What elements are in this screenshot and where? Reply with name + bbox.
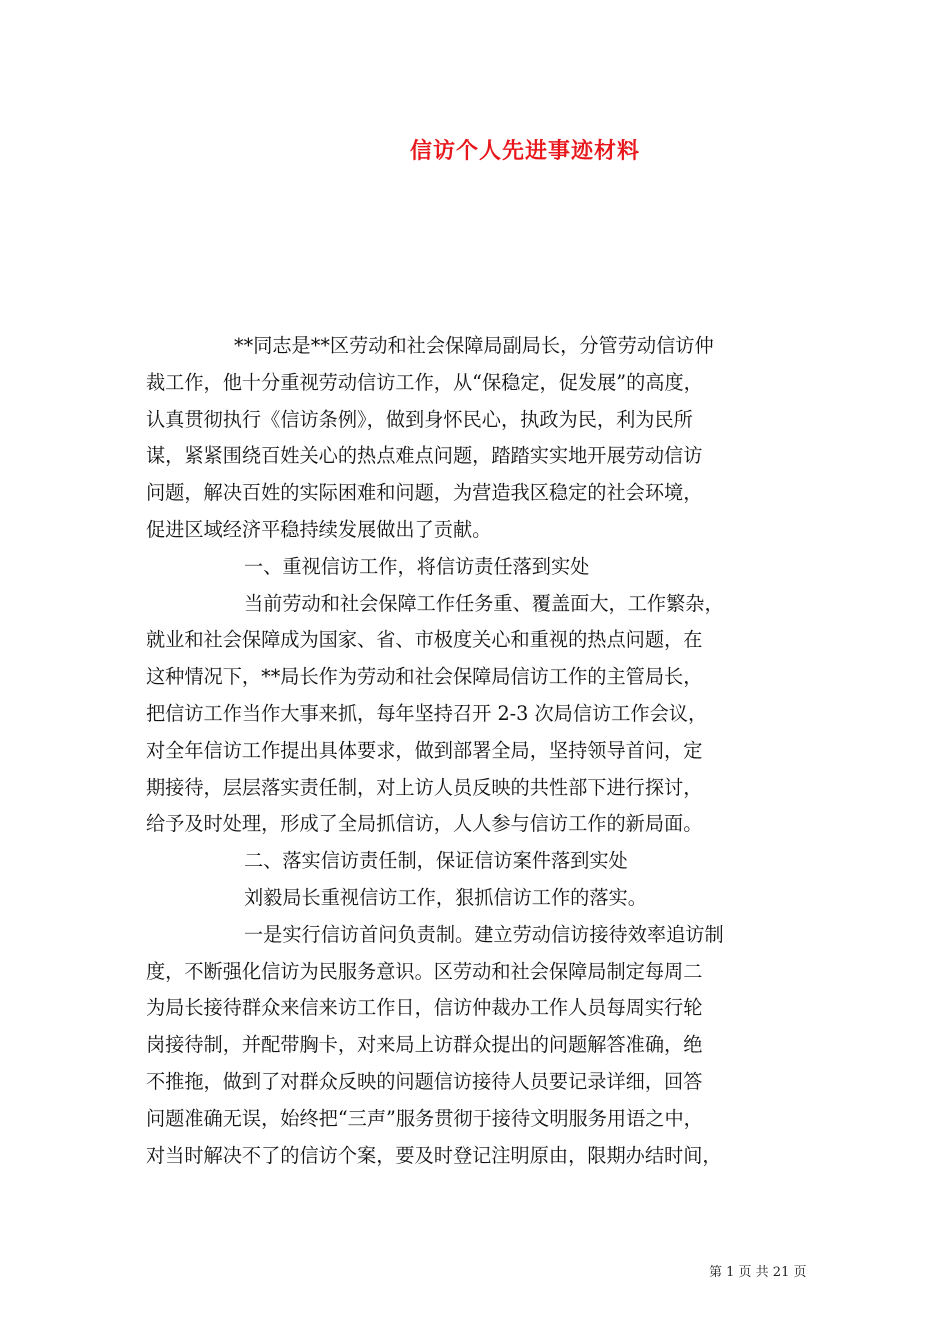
paragraph-line: 这种情况下，**局长作为劳动和社会保障局信访工作的主管局长， bbox=[146, 665, 703, 689]
document-title: 信访个人先进事迹材料 bbox=[409, 138, 640, 164]
paragraph-line: 问题，解决百姓的实际困难和问题，为营造我区稳定的社会环境， bbox=[146, 481, 703, 505]
paragraph-line: **同志是**区劳动和社会保障局副局长，分管劳动信访仲 bbox=[234, 334, 714, 357]
paragraph-line: 谋，紧紧围绕百姓关心的热点难点问题，踏踏实实地开展劳动信访 bbox=[146, 444, 703, 468]
paragraph-line: 认真贯彻执行《信访条例》，做到身怀民心，执政为民，利为民所 bbox=[146, 407, 693, 431]
paragraph-line: 当前劳动和社会保障工作任务重、覆盖面大，工作繁杂， bbox=[244, 591, 724, 615]
page-number: 第 1 页 共 21 页 bbox=[709, 1265, 807, 1280]
paragraph-line: 期接待，层层落实责任制，对上访人员反映的共性部下进行探讨， bbox=[146, 775, 703, 799]
paragraph-line: 度，不断强化信访为民服务意识。区劳动和社会保障局制定每周二 bbox=[146, 959, 703, 983]
paragraph-line: 促进区域经济平稳持续发展做出了贡献。 bbox=[146, 517, 492, 541]
paragraph-line: 一是实行信访首问负责制。建立劳动信访接待效率追访制 bbox=[244, 922, 724, 946]
paragraph-line: 刘毅局长重视信访工作，狠抓信访工作的落实。 bbox=[244, 885, 647, 909]
paragraph-line: 岗接待制，并配带胸卡，对来局上访群众提出的问题解答准确，绝 bbox=[146, 1033, 703, 1057]
paragraph-line: 不推拖，做到了对群众反映的问题信访接待人员要记录详细，回答 bbox=[146, 1069, 703, 1093]
paragraph-line: 为局长接待群众来信来访工作日，信访仲裁办工作人员每周实行轮 bbox=[146, 996, 703, 1020]
paragraph-line: 裁工作，他十分重视劳动信访工作，从“保稳定，促发展”的高度， bbox=[146, 370, 703, 394]
paragraph-line: 把信访工作当作大事来抓，每年坚持召开 2-3 次局信访工作会议， bbox=[146, 701, 708, 725]
paragraph-line: 给予及时处理，形成了全局抓信访，人人参与信访工作的新局面。 bbox=[146, 812, 703, 836]
section-heading: 二、落实信访责任制，保证信访案件落到实处 bbox=[244, 849, 628, 873]
paragraph-line: 对当时解决不了的信访个案，要及时登记注明原由，限期办结时间， bbox=[146, 1143, 722, 1167]
section-heading: 一、重视信访工作，将信访责任落到实处 bbox=[244, 554, 590, 578]
document-body bbox=[146, 328, 812, 1174]
paragraph-line: 问题准确无误，始终把“三声”服务贯彻于接待文明服务用语之中， bbox=[146, 1106, 703, 1130]
paragraph-line: 就业和社会保障成为国家、省、市极度关心和重视的热点问题，在 bbox=[146, 628, 703, 652]
paragraph-line: 对全年信访工作提出具体要求，做到部署全局，坚持领导首问，定 bbox=[146, 738, 703, 762]
